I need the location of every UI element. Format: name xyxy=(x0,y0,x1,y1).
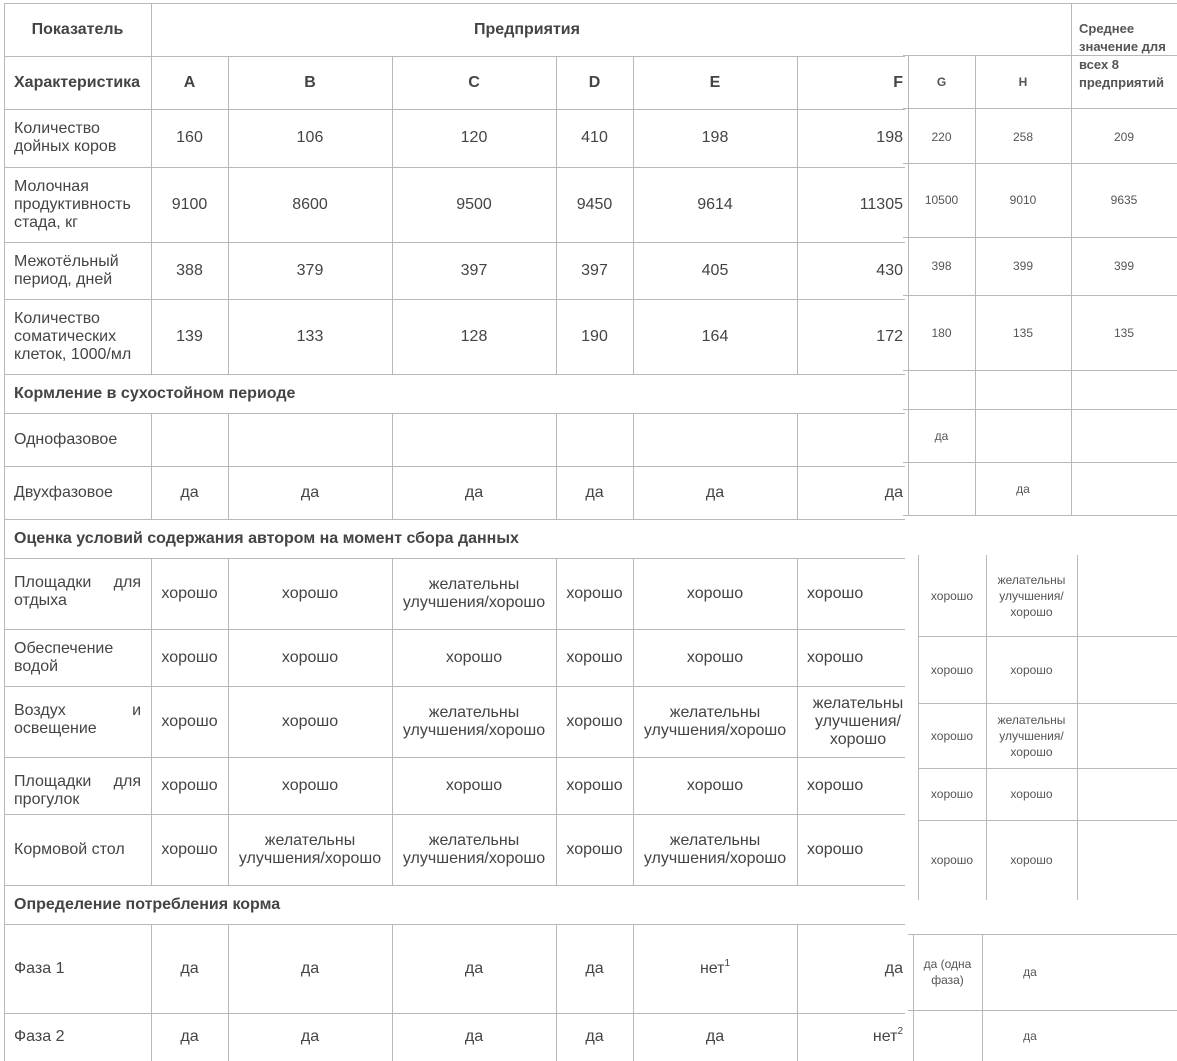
row-label: Воздух и освещение xyxy=(14,702,141,737)
table-cell: хорошо xyxy=(566,840,623,858)
table-cell: да xyxy=(464,483,484,501)
table-cell: 160 xyxy=(176,129,203,146)
table-cell: да xyxy=(884,959,903,977)
table-cell: да xyxy=(300,959,320,977)
table-cell: да xyxy=(705,1028,725,1045)
table-cell: 135 xyxy=(1012,325,1034,340)
table-cell: хорошо xyxy=(807,776,864,794)
table-cell: хорошо xyxy=(1010,787,1053,801)
table-cell: 397 xyxy=(460,261,488,279)
table-cell: желательны улучшения/ хорошо xyxy=(997,712,1066,759)
table-cell: да xyxy=(585,483,604,501)
table-cell: 410 xyxy=(581,129,608,146)
table-cell: 190 xyxy=(581,327,608,345)
table-cell xyxy=(975,409,1071,462)
section-title: Определение потребления корма xyxy=(14,895,281,913)
table-cell: 135 xyxy=(1113,325,1135,340)
table-cell: 399 xyxy=(1012,259,1034,273)
row-label: Фаза 1 xyxy=(14,959,65,977)
table-cell: 9010 xyxy=(1009,193,1037,207)
column-header: B xyxy=(304,73,316,91)
table-cell: да (одна фаза) xyxy=(923,957,972,987)
table-cell xyxy=(228,413,392,466)
table-rule xyxy=(903,370,1177,371)
table-cell: да xyxy=(934,428,949,443)
row-label: Площадки для отдыха xyxy=(14,574,141,609)
table-cell: хорошо xyxy=(930,853,974,867)
table-cell: хорошо xyxy=(566,712,623,730)
table-rule xyxy=(903,515,1177,516)
table-cell: хорошо xyxy=(161,776,218,794)
table-cell: да xyxy=(1023,1028,1037,1043)
table-cell: хорошо xyxy=(686,648,744,666)
table-cell: хорошо xyxy=(686,776,744,794)
footnote-marker: 1 xyxy=(724,957,731,969)
table-cell: хорошо xyxy=(161,584,218,602)
table-cell: 220 xyxy=(931,129,952,144)
table-cell xyxy=(908,462,975,515)
table-cell: хорошо xyxy=(930,662,974,677)
table-cell: 9614 xyxy=(697,195,733,213)
metric-label: Межотёльный период, дней xyxy=(14,252,119,288)
footnote-marker: 2 xyxy=(897,1026,903,1037)
table-cell: 133 xyxy=(296,327,324,345)
table-cell xyxy=(913,1010,982,1061)
table-cell: хорошо xyxy=(1010,853,1053,867)
table-cell: нет $^2$ xyxy=(797,1013,905,1061)
table-cell: хорошо xyxy=(281,648,339,666)
table-cell: 379 xyxy=(296,261,324,279)
row-label: Однофазовое xyxy=(14,430,118,448)
table-cell: хорошо xyxy=(686,584,744,602)
table-cell: хорошо xyxy=(566,648,623,666)
characteristic-header: Характеристика xyxy=(14,73,141,91)
table-cell: 198 xyxy=(876,129,903,146)
table-cell: 106 xyxy=(296,129,324,146)
table-cell: 9500 xyxy=(456,195,492,213)
average-header: Среднее значение для всех 8 предприятий xyxy=(1079,20,1166,90)
table-cell: желательны улучшения/ хорошо xyxy=(997,572,1066,619)
table-cell: хорошо xyxy=(930,588,974,603)
table-cell: хорошо xyxy=(807,584,864,602)
table-cell: да xyxy=(585,959,604,977)
table-cell: желательны улучшения/хорошо xyxy=(643,703,787,739)
row-label: Площадки для прогулок xyxy=(14,773,141,808)
table-cell: 11305 xyxy=(859,195,903,213)
table-cell: хорошо xyxy=(281,776,339,794)
row-label: Кормовой стол xyxy=(14,840,125,858)
row-label: Фаза 2 xyxy=(14,1028,65,1045)
table-cell: 397 xyxy=(581,261,608,279)
table-cell: нет $^1$ xyxy=(633,924,797,1013)
table-cell: 209 xyxy=(1113,129,1135,144)
table-cell: 9635 xyxy=(1110,193,1138,207)
column-header: A xyxy=(183,73,196,91)
section-title: Оценка условий содержания автором на момент сбора данных xyxy=(14,529,519,547)
table-cell: желательны улучшения/хорошо xyxy=(643,831,787,867)
table-cell: хорошо xyxy=(445,648,503,666)
table-cell: 180 xyxy=(931,325,952,340)
table-cell: 120 xyxy=(460,129,488,146)
table-cell: хорошо xyxy=(807,840,864,858)
column-header: D xyxy=(588,73,601,91)
column-header: E xyxy=(709,73,721,91)
indicator-header: Показатель xyxy=(31,20,124,38)
table-cell: 398 xyxy=(931,259,952,273)
table-cell: 139 xyxy=(176,327,203,345)
table-cell: 128 xyxy=(460,327,488,345)
table-cell: да xyxy=(180,1028,199,1045)
table-cell: хорошо xyxy=(161,648,218,666)
metric-label: Количество дойных коров xyxy=(14,120,117,155)
table-cell xyxy=(556,413,633,466)
table-cell: желательны улучшения/хорошо xyxy=(402,703,546,739)
table-cell: хорошо xyxy=(566,584,623,602)
table-cell: да xyxy=(464,959,484,977)
table-cell: 8600 xyxy=(292,195,328,213)
metric-label: Количество соматических клеток, 1000/мл xyxy=(14,309,132,363)
table-cell: да xyxy=(180,483,199,501)
table-cell: хорошо xyxy=(161,712,218,730)
table-cell: 10500 xyxy=(924,193,959,207)
table-cell: хорошо xyxy=(807,648,864,666)
metric-label: Молочная продуктивность стада, кг xyxy=(14,177,131,231)
table-cell: хорошо xyxy=(930,787,974,801)
table-cell: да xyxy=(464,1028,484,1045)
table-cell: да xyxy=(1016,481,1030,496)
table-cell: 399 xyxy=(1113,259,1135,273)
table-cell: да xyxy=(180,959,199,977)
table-cell: да xyxy=(300,1028,320,1045)
table-cell: хорошо xyxy=(445,776,503,794)
table-cell: желательны улучшения/хорошо xyxy=(402,575,546,611)
table-cell: желательны улучшения/хорошо xyxy=(402,831,546,867)
table-cell: желательны улучшения/хорошо xyxy=(812,694,904,748)
table-cell: хорошо xyxy=(566,776,623,794)
table-cell: 9100 xyxy=(171,195,208,213)
table-cell: да xyxy=(1023,965,1037,979)
table-cell xyxy=(797,413,905,466)
table-cell xyxy=(392,413,556,466)
table-cell: 164 xyxy=(701,327,729,345)
table-cell: хорошо xyxy=(281,712,339,730)
row-label: Двухфазовое xyxy=(14,483,113,501)
table-cell: да xyxy=(300,483,320,501)
column-header: C xyxy=(468,73,480,91)
table-cell: хорошо xyxy=(161,840,218,858)
table-cell: 172 xyxy=(876,327,903,345)
table-cell: да xyxy=(705,483,725,501)
table-cell xyxy=(151,413,228,466)
table-cell: да xyxy=(884,483,903,501)
table-cell: 9450 xyxy=(576,195,613,213)
table-cell: желательны улучшения/хорошо xyxy=(238,831,382,867)
column-header: H xyxy=(1018,74,1028,89)
table-cell: да xyxy=(585,1028,604,1045)
section-title: Кормление в сухостойном периоде xyxy=(14,384,296,402)
table-cell: 405 xyxy=(701,261,729,279)
table-cell: хорошо xyxy=(281,584,339,602)
table-cell: хорошо xyxy=(930,728,974,743)
table-cell xyxy=(633,413,797,466)
table-cell: 258 xyxy=(1012,129,1034,144)
table-cell: 198 xyxy=(701,129,729,146)
row-label: Обеспечение водой xyxy=(14,639,114,675)
enterprises-header: Предприятия xyxy=(474,20,580,38)
table-cell: 430 xyxy=(876,261,903,279)
column-header: G xyxy=(936,74,947,89)
column-header: F xyxy=(893,73,903,91)
table-cell: хорошо xyxy=(1010,662,1053,677)
table-cell: 388 xyxy=(176,261,203,279)
table-rule xyxy=(1077,555,1078,900)
